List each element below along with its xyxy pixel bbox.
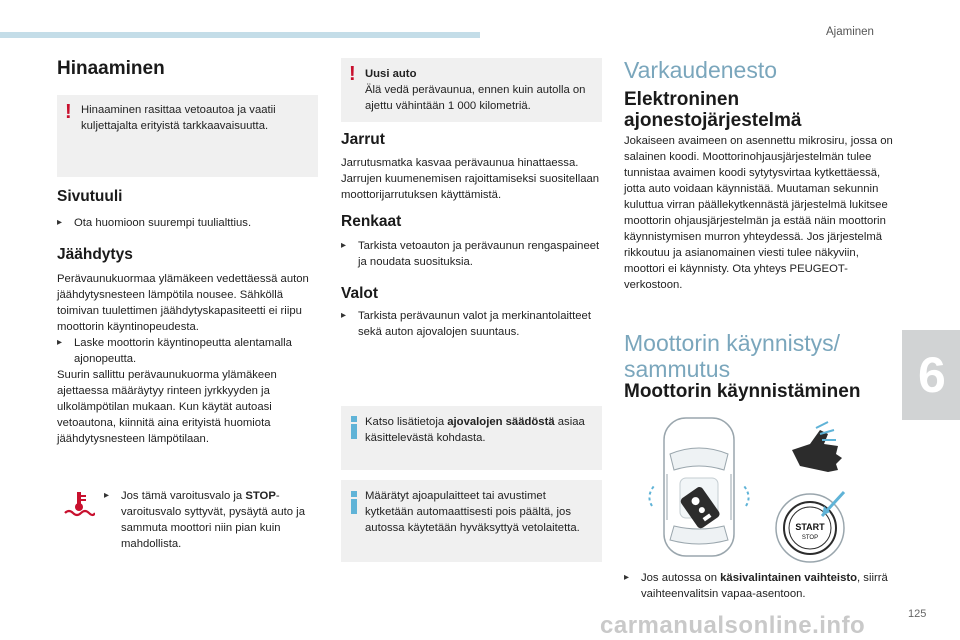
sivutuuli-item (57, 215, 319, 231)
temp-note-b: -varoitusvalo syttyvät, pysäytä auto ja sammuta moottori niin pian kuin mahdollista. (121, 490, 305, 550)
watermark: carmanualsonline.info (600, 612, 866, 639)
jaahdytys-p1: Perävaunukuormaa ylämäkeen vedettäessä auton jäähdytysnesteen lämpötila nousee. Sähköllä toimivan tuulettimen jäähdytyskapasiteetti ei riipu moottorin käyntinopeudesta. (57, 273, 309, 333)
new-car-title: Uusi auto (365, 68, 417, 80)
kaynnistys-title: Moottorin käynnistys/ sammutus (624, 330, 841, 382)
info1-text (365, 414, 597, 446)
elektroninen-text: Jokaiseen avaimeen on asennettu mikrosiru, jossa on salainen koodi. Moottorinohjausjärjestelmän tulee tunnistaa avaimen koodi sytytysvirtaa kytkettäessä, jotta auto voidaan käynnistää. Muutaman sekunnin kuluttua virran päällekytkennästä järjestelmä lukitsee moottorin ohjausjärjestelmän ja estää näin moottorin käynnistymisen murron yhteydessä. Jos järjestelmä rikkoutuu ja asianomainen viesti tulee näkyviin, moottori ei käynnisty. Ota yhteys PEUGEOT-verkostoon. (624, 135, 893, 291)
jaahdytys-item (57, 335, 320, 367)
info-icon (349, 416, 361, 439)
bullet-icon: ▸ (57, 217, 63, 228)
jarrut-title: Jarrut (341, 131, 385, 148)
bullet-icon: ▸ (341, 310, 347, 321)
bottom-bold: käsivalintainen vaihteisto (720, 572, 858, 584)
warning-box (57, 95, 318, 177)
page-number: 125 (908, 608, 927, 620)
new-car-box (341, 58, 602, 122)
bullet-icon: ▸ (57, 337, 63, 348)
car-key-illustration (646, 414, 752, 560)
warning-icon: ! (349, 63, 356, 85)
chapter-tab: 6 (902, 330, 960, 420)
jaahdytys-p2: Suurin sallittu perävaunukuorma ylämäkeen ajettaessa määräytyy rinteen jyrkkyyden ja ulkolämpötilan mukaan. Kun käytät autoasi vetoautona, kiinnitä aina erityistä huomiota jäähdytysnesteen lämpötilaan. (57, 369, 277, 445)
valot-item (341, 308, 603, 340)
valot-title: Valot (341, 285, 379, 302)
bullet-icon: ▸ (341, 240, 347, 251)
info1-a: Katso lisätietoja (365, 416, 448, 428)
start-stop-button-icon (770, 484, 860, 568)
temp-note-a: Jos tämä varoitusvalo ja (121, 490, 246, 502)
renkaat-title: Renkaat (341, 213, 402, 230)
coolant-temperature-icon (63, 490, 95, 518)
info2-text: Määrätyt ajoapulaitteet tai avustimet kytketään automaattisesti pois päältä, jos autossa käytetään hyväksyttyä vetolaitetta. (365, 490, 580, 534)
start-label: START (795, 522, 825, 532)
kaynnistaminen-title: Moottorin käynnistäminen (624, 381, 861, 402)
temperature-note (104, 488, 320, 552)
info-icon (349, 491, 361, 514)
bullet-icon: ▸ (104, 490, 110, 501)
info1-bold[interactable]: ajovalojen säädöstä (447, 416, 555, 428)
hinaaminen-title: Hinaaminen (57, 58, 165, 79)
renkaat-text: Tarkista vetoauton ja perävaunun rengaspaineet ja noudata suosituksia. (358, 240, 600, 268)
chapter-title: Ajaminen (826, 26, 874, 38)
bottom-a: Jos autossa on (641, 572, 721, 584)
manual-gearbox-text (641, 570, 894, 602)
jarrut-text: Jarrutusmatka kasvaa perävaunua hinattaessa. Jarrujen kuumenemisen rajoittamiseksi suositellaan moottorijarrutuksen käyttämistä. (341, 157, 600, 201)
new-car-content (365, 66, 595, 114)
temp-note-text (121, 488, 320, 552)
warning-text: Hinaaminen rasittaa vetoautoa ja vaatii kuljettajalta erityistä tarkkaavaisuutta. (81, 104, 276, 132)
info1-b: asiaa käsittelevästä kohdasta. (365, 416, 585, 444)
warning-icon: ! (65, 101, 72, 123)
renkaat-item (341, 238, 603, 270)
elektroninen-title: Elektroninen ajonestojärjestelmä (624, 89, 802, 131)
temp-note-stop: STOP (245, 490, 276, 502)
stop-label: STOP (801, 535, 819, 541)
jaahdytys-title: Jäähdytys (57, 246, 133, 263)
bottom-b: , siirrä vaihteenvalitsin vapaa-asentoon. (641, 572, 888, 600)
sivutuuli-title: Sivutuuli (57, 188, 123, 205)
sivutuuli-text: Ota huomioon suurempi tuulialttius. (74, 217, 252, 229)
bullet-icon: ▸ (624, 572, 630, 583)
info-box-driving-aids (341, 480, 602, 562)
new-car-text: Älä vedä perävaunua, ennen kuin autolla on ajettu vähintään 1 000 kilometriä. (365, 84, 586, 112)
hand-press-icon (786, 420, 852, 480)
manual-gearbox-note (624, 570, 894, 602)
jaahdytys-b1: Laske moottorin käyntinopeutta alentamalla ajonopeutta. (74, 337, 292, 365)
valot-text: Tarkista perävaunun valot ja merkinantolaitteet sekä auton ajovalojen suuntaus. (358, 310, 591, 338)
varkaudenesto-title: Varkaudenesto (624, 57, 778, 83)
jaahdytys-block (57, 271, 320, 447)
header-bar (0, 32, 480, 38)
info-box-headlights (341, 406, 602, 470)
